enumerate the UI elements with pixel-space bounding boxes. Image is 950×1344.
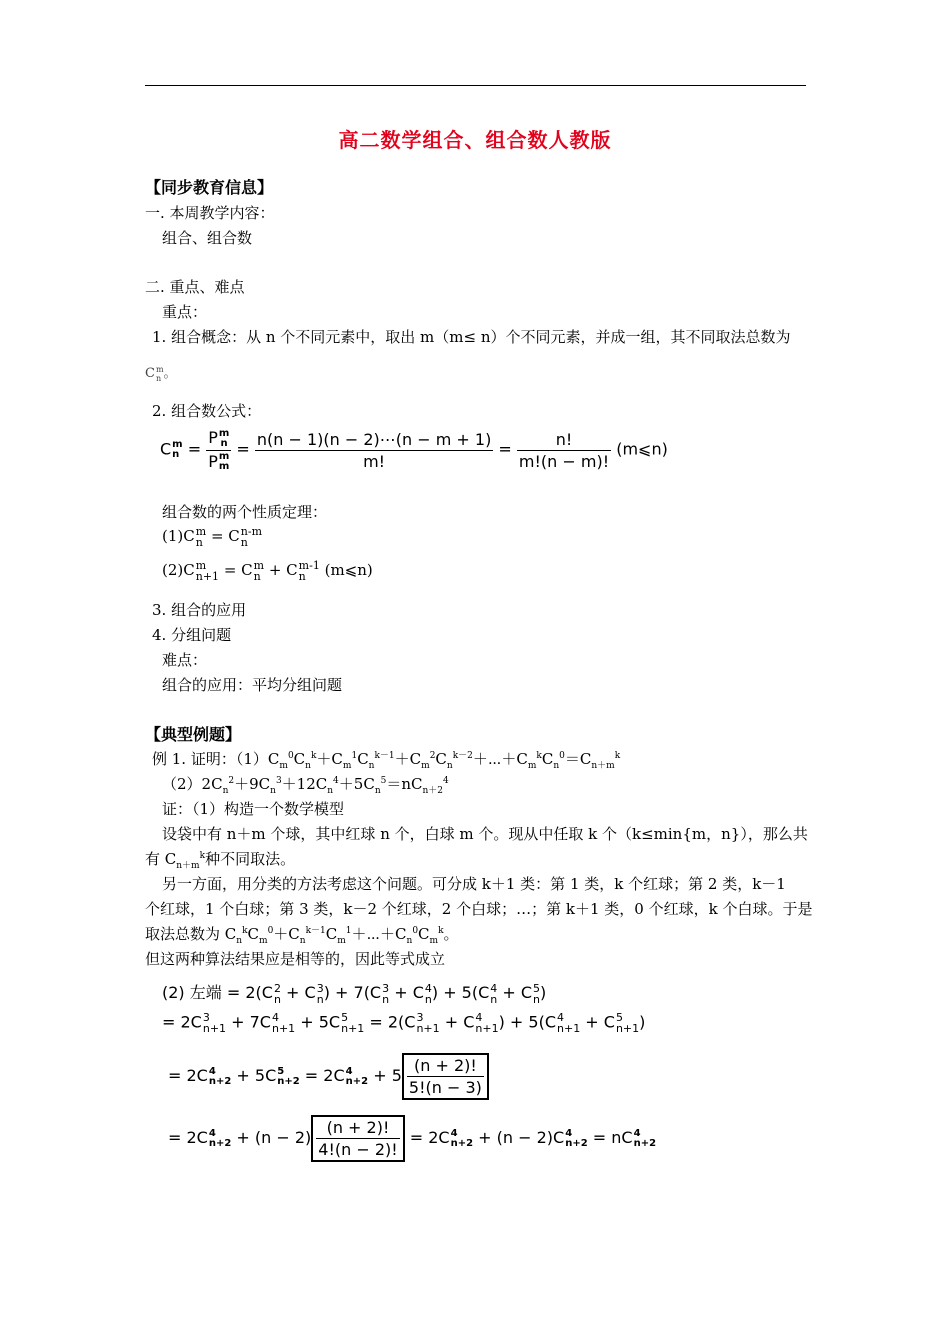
- properties-heading: 组合数的两个性质定理：: [162, 503, 328, 521]
- key-points-heading: 二. 重点、难点: [145, 278, 245, 296]
- proof-paragraph-1b: 有 $C_{n+m}^k$种不同取法。: [145, 850, 296, 871]
- header-rule: [145, 85, 806, 86]
- difficulty-label: 难点：: [162, 651, 208, 669]
- proof-paragraph-2b: 个红球，1 个白球；第 3 类，k－2 个红球，2 个白球；…；第 k＋1 类，0 个红球，k 个白球。于是: [145, 900, 813, 918]
- formula-heading: 2. 组合数公式：: [152, 402, 262, 420]
- section-heading-sync-info: 【同步教育信息】: [145, 178, 274, 197]
- section-heading-examples: 【典型例题】: [145, 725, 242, 744]
- example-1-part-1: 例 1. 证明：$(1)C_m^0C_n^k+C_m^1C_n^{k-1}+C_m^2C_n^{k-2}+\cdots+C_m^kC_n^0=C_{n+m}^k$: [152, 750, 621, 771]
- derivation-line-4: = 2C 4 n+2 + (n − 2) $\frac{(n + 2)!}{4!(n - 2)!}$ = 2C 4 n+2 + (n − 2)C 4 n+2 = nC 4 n+2: [168, 1115, 656, 1162]
- grouping-item: 4. 分组问题: [152, 626, 232, 644]
- content-text: 组合、组合数: [162, 229, 253, 247]
- proof-lead: 证：（1）构造一个数学模型: [162, 800, 345, 818]
- content-heading: 一. 本周教学内容：: [145, 204, 275, 222]
- derivation-line-1: (2) 左端 = 2(C 2 n + C 3 n ) + 7(C 3 n + C 4 n ) + 5(C 4 n + C 5 n ): [162, 981, 547, 1006]
- document-title: 高二数学组合、组合数人教版: [338, 128, 612, 152]
- proof-paragraph-1a: 设袋中有 n＋m 个球，其中红球 n 个，白球 m 个。现从中任取 k 个（k≤min{m，n}），那么共: [162, 825, 808, 843]
- combination-formula: C m n = P m n P m m = $\frac{n(n - 1)(n - 2)\cdots(n - m + 1)}{m!}$ = $\frac{n!}{m!(n - m)!}$ (m⩽n): [160, 427, 668, 472]
- property-2: (2)C m n+1 = C m n + C m-1 n (m⩽n): [162, 559, 373, 583]
- application-item: 3. 组合的应用: [152, 601, 247, 619]
- example-1-part-2: $(2)2C_n^2+9C_n^3+12C_n^4+5C_n^5=nC_{n+2}^4$: [162, 775, 449, 796]
- proof-paragraph-3: 但这两种算法结果应是相等的，因此等式成立: [145, 950, 446, 968]
- difficulty-text: 组合的应用：平均分组问题: [162, 676, 343, 694]
- concept-paragraph: 1. 组合概念：从 n 个不同元素中，取出 m（m≤ n）个不同元素，并成一组，其不同取法总数为: [152, 328, 791, 346]
- proof-paragraph-2c: 取法总数为 $C_n^kC_m^0+C_n^{k-1}C_m^1+\cdots+C_n^0C_m^k$。: [145, 925, 459, 946]
- property-1: (1)C m n = C n-m n: [162, 525, 262, 549]
- derivation-line-2: = 2C 3 n+1 + 7C 4 n+1 + 5C 5 n+1 = 2(C 3 n+1 + C 4 n+1 ) + 5(C 4 n+1 + C 5 n+1 ): [162, 1011, 646, 1035]
- key-label: 重点：: [162, 303, 208, 321]
- concept-symbol: C m n 。: [145, 364, 177, 383]
- derivation-line-3: = 2C 4 n+2 + 5C 5 n+2 = 2C 4 n+2 + 5 $\frac{(n + 2)!}{5!(n - 3)}$: [168, 1053, 489, 1100]
- proof-paragraph-2a: 另一方面，用分类的方法考虑这个问题。可分成 k＋1 类：第 1 类，k 个红球；第 2 类，k－1: [162, 875, 786, 893]
